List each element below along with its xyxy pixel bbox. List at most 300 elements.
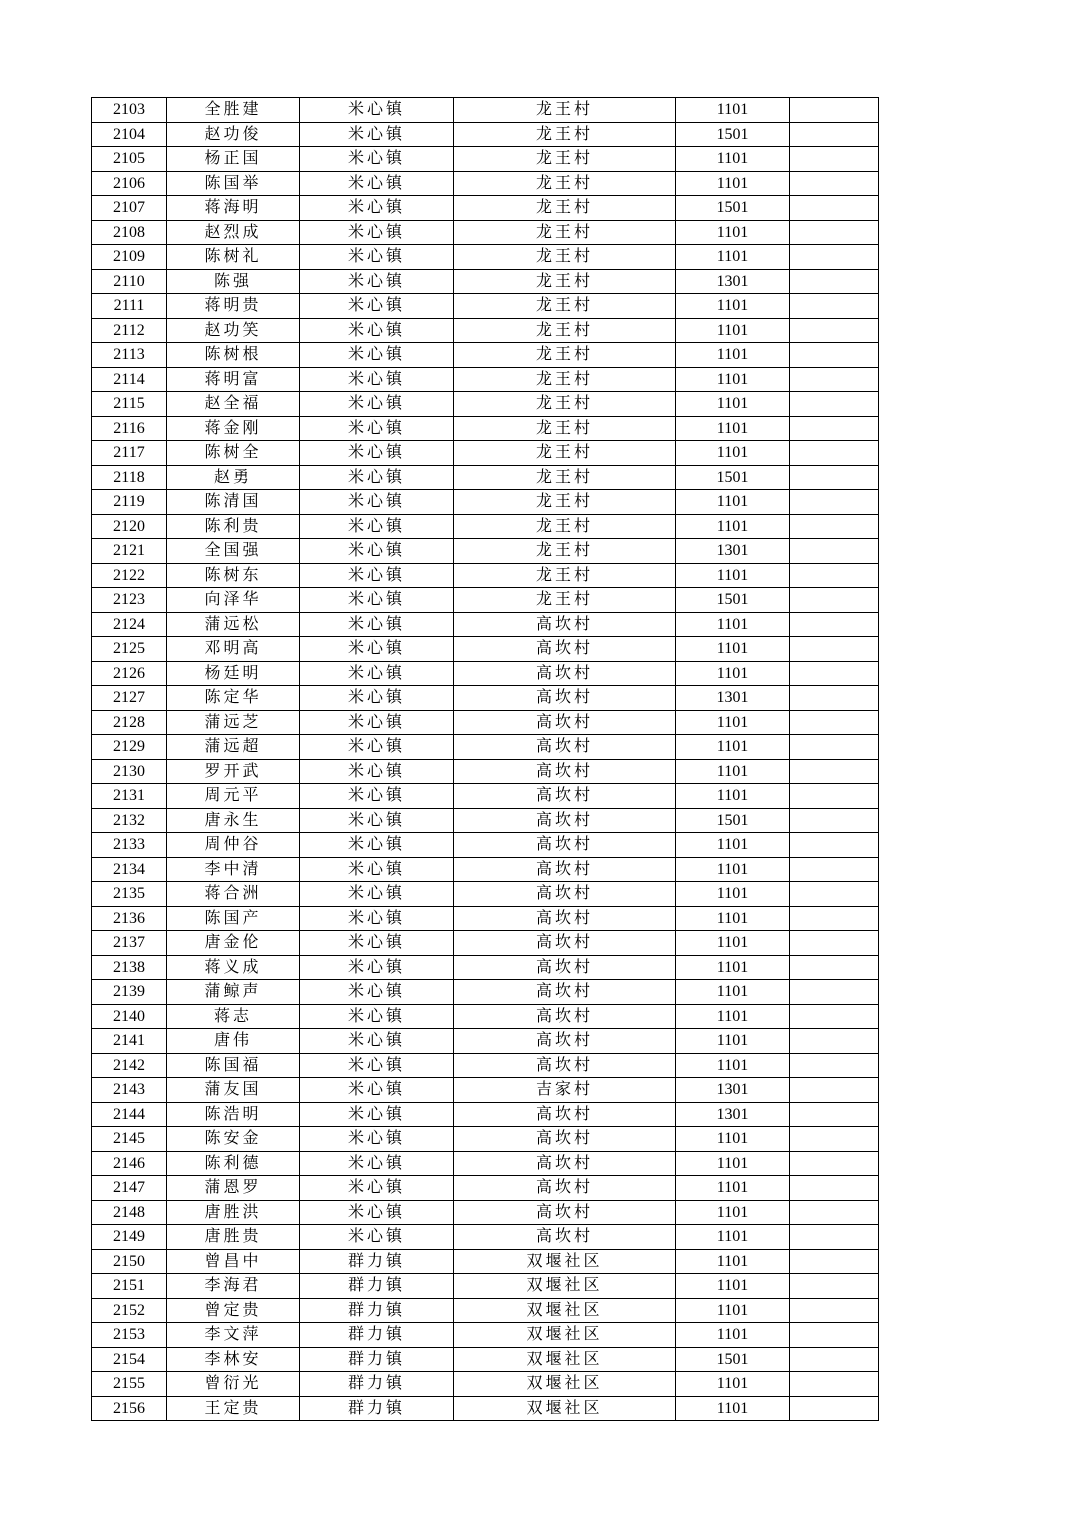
name-cell: 杨正国 [167, 147, 300, 172]
note-cell [790, 710, 879, 735]
row-number-cell: 2148 [92, 1200, 167, 1225]
code-cell: 1101 [676, 441, 790, 466]
name-cell: 陈利贵 [167, 514, 300, 539]
name-cell: 陈国举 [167, 171, 300, 196]
table-row [92, 1396, 879, 1421]
village-cell: 龙王村 [454, 294, 676, 319]
code-cell: 1101 [676, 1249, 790, 1274]
row-number-cell: 2113 [92, 343, 167, 368]
table-row [92, 1274, 879, 1299]
village-cell: 高坎村 [454, 1225, 676, 1250]
town-cell: 米心镇 [300, 955, 454, 980]
table-row [92, 294, 879, 319]
town-cell: 米心镇 [300, 416, 454, 441]
code-cell: 1101 [676, 955, 790, 980]
table-row [92, 1249, 879, 1274]
village-cell: 双堰社区 [454, 1274, 676, 1299]
village-cell: 龙王村 [454, 563, 676, 588]
row-number-cell: 2150 [92, 1249, 167, 1274]
village-cell: 龙王村 [454, 588, 676, 613]
table-body [92, 98, 879, 1421]
code-cell: 1501 [676, 808, 790, 833]
note-cell [790, 318, 879, 343]
row-number-cell: 2144 [92, 1102, 167, 1127]
name-cell: 曾定贵 [167, 1298, 300, 1323]
table-row [92, 343, 879, 368]
town-cell: 米心镇 [300, 882, 454, 907]
row-number-cell: 2147 [92, 1176, 167, 1201]
name-cell: 全国强 [167, 539, 300, 564]
village-cell: 双堰社区 [454, 1323, 676, 1348]
village-cell: 双堰社区 [454, 1396, 676, 1421]
note-cell [790, 220, 879, 245]
row-number-cell: 2136 [92, 906, 167, 931]
town-cell: 米心镇 [300, 196, 454, 221]
table-row [92, 882, 879, 907]
row-number-cell: 2124 [92, 612, 167, 637]
row-number-cell: 2110 [92, 269, 167, 294]
town-cell: 米心镇 [300, 686, 454, 711]
table-row [92, 98, 879, 123]
village-cell: 高坎村 [454, 710, 676, 735]
table-row [92, 245, 879, 270]
table-row [92, 1176, 879, 1201]
note-cell [790, 931, 879, 956]
table-row [92, 637, 879, 662]
village-cell: 龙王村 [454, 171, 676, 196]
town-cell: 群力镇 [300, 1347, 454, 1372]
note-cell [790, 784, 879, 809]
code-cell: 1301 [676, 686, 790, 711]
town-cell: 米心镇 [300, 147, 454, 172]
note-cell [790, 1274, 879, 1299]
village-cell: 高坎村 [454, 735, 676, 760]
town-cell: 米心镇 [300, 980, 454, 1005]
village-cell: 高坎村 [454, 661, 676, 686]
note-cell [790, 808, 879, 833]
table-row [92, 1298, 879, 1323]
town-cell: 米心镇 [300, 1029, 454, 1054]
town-cell: 米心镇 [300, 784, 454, 809]
name-cell: 陈树全 [167, 441, 300, 466]
table-row [92, 931, 879, 956]
row-number-cell: 2106 [92, 171, 167, 196]
note-cell [790, 1396, 879, 1421]
village-cell: 高坎村 [454, 882, 676, 907]
row-number-cell: 2112 [92, 318, 167, 343]
row-number-cell: 2138 [92, 955, 167, 980]
note-cell [790, 1053, 879, 1078]
table-row [92, 857, 879, 882]
village-cell: 龙王村 [454, 392, 676, 417]
village-cell: 龙王村 [454, 196, 676, 221]
name-cell: 蒲友国 [167, 1078, 300, 1103]
village-cell: 龙王村 [454, 318, 676, 343]
code-cell: 1301 [676, 1102, 790, 1127]
note-cell [790, 980, 879, 1005]
village-cell: 龙王村 [454, 147, 676, 172]
table-row [92, 1225, 879, 1250]
note-cell [790, 171, 879, 196]
village-cell: 龙王村 [454, 98, 676, 123]
village-cell: 高坎村 [454, 808, 676, 833]
code-cell: 1301 [676, 539, 790, 564]
table-row [92, 514, 879, 539]
town-cell: 米心镇 [300, 833, 454, 858]
note-cell [790, 857, 879, 882]
code-cell: 1501 [676, 1347, 790, 1372]
name-cell: 赵勇 [167, 465, 300, 490]
village-cell: 高坎村 [454, 1102, 676, 1127]
code-cell: 1101 [676, 784, 790, 809]
table-row [92, 1127, 879, 1152]
town-cell: 米心镇 [300, 1004, 454, 1029]
code-cell: 1101 [676, 710, 790, 735]
row-number-cell: 2153 [92, 1323, 167, 1348]
table-row [92, 759, 879, 784]
table-row [92, 906, 879, 931]
table-row [92, 980, 879, 1005]
note-cell [790, 563, 879, 588]
town-cell: 米心镇 [300, 441, 454, 466]
name-cell: 陈利德 [167, 1151, 300, 1176]
town-cell: 米心镇 [300, 1127, 454, 1152]
table-row [92, 539, 879, 564]
town-cell: 米心镇 [300, 1053, 454, 1078]
village-cell: 龙王村 [454, 245, 676, 270]
note-cell [790, 441, 879, 466]
town-cell: 米心镇 [300, 588, 454, 613]
village-cell: 高坎村 [454, 1004, 676, 1029]
code-cell: 1301 [676, 269, 790, 294]
note-cell [790, 661, 879, 686]
name-cell: 赵全福 [167, 392, 300, 417]
code-cell: 1101 [676, 1396, 790, 1421]
code-cell: 1101 [676, 1029, 790, 1054]
row-number-cell: 2151 [92, 1274, 167, 1299]
village-cell: 高坎村 [454, 980, 676, 1005]
table-row [92, 171, 879, 196]
row-number-cell: 2146 [92, 1151, 167, 1176]
town-cell: 米心镇 [300, 318, 454, 343]
town-cell: 群力镇 [300, 1298, 454, 1323]
table-row [92, 465, 879, 490]
table-row [92, 710, 879, 735]
note-cell [790, 1151, 879, 1176]
town-cell: 群力镇 [300, 1396, 454, 1421]
code-cell: 1101 [676, 759, 790, 784]
name-cell: 陈树东 [167, 563, 300, 588]
name-cell: 曾昌中 [167, 1249, 300, 1274]
table-row [92, 833, 879, 858]
row-number-cell: 2141 [92, 1029, 167, 1054]
row-number-cell: 2122 [92, 563, 167, 588]
code-cell: 1101 [676, 1053, 790, 1078]
table-row [92, 563, 879, 588]
name-cell: 李海君 [167, 1274, 300, 1299]
name-cell: 全胜建 [167, 98, 300, 123]
row-number-cell: 2140 [92, 1004, 167, 1029]
village-cell: 龙王村 [454, 465, 676, 490]
table-row [92, 1078, 879, 1103]
village-cell: 龙王村 [454, 539, 676, 564]
name-cell: 陈国福 [167, 1053, 300, 1078]
row-number-cell: 2149 [92, 1225, 167, 1250]
code-cell: 1101 [676, 882, 790, 907]
table-row [92, 147, 879, 172]
table-row [92, 367, 879, 392]
village-cell: 龙王村 [454, 122, 676, 147]
village-cell: 龙王村 [454, 220, 676, 245]
name-cell: 陈定华 [167, 686, 300, 711]
note-cell [790, 1298, 879, 1323]
town-cell: 米心镇 [300, 514, 454, 539]
note-cell [790, 392, 879, 417]
note-cell [790, 1372, 879, 1397]
note-cell [790, 1004, 879, 1029]
table-row [92, 808, 879, 833]
town-cell: 群力镇 [300, 1323, 454, 1348]
table-row [92, 1323, 879, 1348]
row-number-cell: 2126 [92, 661, 167, 686]
table-row [92, 122, 879, 147]
town-cell: 米心镇 [300, 906, 454, 931]
code-cell: 1101 [676, 294, 790, 319]
village-cell: 双堰社区 [454, 1249, 676, 1274]
note-cell [790, 612, 879, 637]
code-cell: 1101 [676, 220, 790, 245]
name-cell: 李林安 [167, 1347, 300, 1372]
row-number-cell: 2131 [92, 784, 167, 809]
note-cell [790, 294, 879, 319]
code-cell: 1101 [676, 661, 790, 686]
code-cell: 1101 [676, 857, 790, 882]
town-cell: 米心镇 [300, 171, 454, 196]
code-cell: 1101 [676, 931, 790, 956]
village-cell: 高坎村 [454, 759, 676, 784]
name-cell: 杨廷明 [167, 661, 300, 686]
town-cell: 米心镇 [300, 857, 454, 882]
name-cell: 陈浩明 [167, 1102, 300, 1127]
village-cell: 高坎村 [454, 784, 676, 809]
code-cell: 1101 [676, 392, 790, 417]
name-cell: 蒋合洲 [167, 882, 300, 907]
row-number-cell: 2154 [92, 1347, 167, 1372]
row-number-cell: 2119 [92, 490, 167, 515]
note-cell [790, 465, 879, 490]
row-number-cell: 2105 [92, 147, 167, 172]
row-number-cell: 2108 [92, 220, 167, 245]
town-cell: 米心镇 [300, 465, 454, 490]
name-cell: 蒋明贵 [167, 294, 300, 319]
village-cell: 高坎村 [454, 612, 676, 637]
table-row [92, 1102, 879, 1127]
code-cell: 1301 [676, 1078, 790, 1103]
note-cell [790, 147, 879, 172]
row-number-cell: 2127 [92, 686, 167, 711]
code-cell: 1101 [676, 1372, 790, 1397]
village-cell: 龙王村 [454, 343, 676, 368]
note-cell [790, 759, 879, 784]
row-number-cell: 2129 [92, 735, 167, 760]
code-cell: 1101 [676, 343, 790, 368]
note-cell [790, 196, 879, 221]
town-cell: 米心镇 [300, 122, 454, 147]
code-cell: 1101 [676, 1127, 790, 1152]
table-row [92, 1372, 879, 1397]
town-cell: 群力镇 [300, 1372, 454, 1397]
village-cell: 高坎村 [454, 1176, 676, 1201]
note-cell [790, 416, 879, 441]
note-cell [790, 269, 879, 294]
code-cell: 1101 [676, 514, 790, 539]
code-cell: 1101 [676, 1004, 790, 1029]
town-cell: 米心镇 [300, 661, 454, 686]
row-number-cell: 2128 [92, 710, 167, 735]
name-cell: 唐金伦 [167, 931, 300, 956]
table-row [92, 220, 879, 245]
code-cell: 1501 [676, 196, 790, 221]
village-cell: 高坎村 [454, 931, 676, 956]
code-cell: 1101 [676, 563, 790, 588]
name-cell: 唐伟 [167, 1029, 300, 1054]
note-cell [790, 1200, 879, 1225]
note-cell [790, 1029, 879, 1054]
table-row [92, 661, 879, 686]
table-row [92, 1347, 879, 1372]
note-cell [790, 1347, 879, 1372]
code-cell: 1101 [676, 147, 790, 172]
name-cell: 周元平 [167, 784, 300, 809]
name-cell: 蒲远超 [167, 735, 300, 760]
town-cell: 米心镇 [300, 98, 454, 123]
note-cell [790, 1249, 879, 1274]
table-row [92, 686, 879, 711]
name-cell: 向泽华 [167, 588, 300, 613]
code-cell: 1101 [676, 1298, 790, 1323]
table-row [92, 1200, 879, 1225]
row-number-cell: 2130 [92, 759, 167, 784]
table-row [92, 416, 879, 441]
name-cell: 赵烈成 [167, 220, 300, 245]
name-cell: 罗开武 [167, 759, 300, 784]
town-cell: 米心镇 [300, 808, 454, 833]
note-cell [790, 882, 879, 907]
village-cell: 高坎村 [454, 1151, 676, 1176]
village-cell: 高坎村 [454, 637, 676, 662]
code-cell: 1101 [676, 833, 790, 858]
table-row [92, 1004, 879, 1029]
row-number-cell: 2111 [92, 294, 167, 319]
note-cell [790, 1127, 879, 1152]
table-row [92, 1151, 879, 1176]
town-cell: 米心镇 [300, 612, 454, 637]
name-cell: 陈树礼 [167, 245, 300, 270]
town-cell: 米心镇 [300, 1225, 454, 1250]
town-cell: 米心镇 [300, 735, 454, 760]
code-cell: 1101 [676, 637, 790, 662]
table-row [92, 784, 879, 809]
table-row [92, 1053, 879, 1078]
village-cell: 双堰社区 [454, 1347, 676, 1372]
note-cell [790, 98, 879, 123]
row-number-cell: 2118 [92, 465, 167, 490]
row-number-cell: 2107 [92, 196, 167, 221]
town-cell: 米心镇 [300, 759, 454, 784]
row-number-cell: 2120 [92, 514, 167, 539]
row-number-cell: 2135 [92, 882, 167, 907]
note-cell [790, 906, 879, 931]
name-cell: 邓明高 [167, 637, 300, 662]
town-cell: 米心镇 [300, 931, 454, 956]
row-number-cell: 2142 [92, 1053, 167, 1078]
row-number-cell: 2125 [92, 637, 167, 662]
town-cell: 群力镇 [300, 1274, 454, 1299]
note-cell [790, 1102, 879, 1127]
code-cell: 1101 [676, 367, 790, 392]
town-cell: 米心镇 [300, 1102, 454, 1127]
village-cell: 高坎村 [454, 1053, 676, 1078]
town-cell: 米心镇 [300, 1200, 454, 1225]
name-cell: 赵功俊 [167, 122, 300, 147]
code-cell: 1101 [676, 318, 790, 343]
name-cell: 李中清 [167, 857, 300, 882]
code-cell: 1101 [676, 1274, 790, 1299]
note-cell [790, 637, 879, 662]
code-cell: 1501 [676, 465, 790, 490]
village-cell: 双堰社区 [454, 1298, 676, 1323]
name-cell: 蒋明富 [167, 367, 300, 392]
row-number-cell: 2156 [92, 1396, 167, 1421]
village-cell: 龙王村 [454, 416, 676, 441]
row-number-cell: 2103 [92, 98, 167, 123]
table-row [92, 269, 879, 294]
town-cell: 米心镇 [300, 269, 454, 294]
name-cell: 蒲远松 [167, 612, 300, 637]
town-cell: 米心镇 [300, 637, 454, 662]
village-cell: 双堰社区 [454, 1372, 676, 1397]
village-cell: 龙王村 [454, 490, 676, 515]
name-cell: 唐胜洪 [167, 1200, 300, 1225]
town-cell: 米心镇 [300, 490, 454, 515]
name-cell: 蒋志 [167, 1004, 300, 1029]
code-cell: 1101 [676, 1323, 790, 1348]
row-number-cell: 2145 [92, 1127, 167, 1152]
name-cell: 周仲谷 [167, 833, 300, 858]
row-number-cell: 2115 [92, 392, 167, 417]
town-cell: 米心镇 [300, 294, 454, 319]
village-cell: 高坎村 [454, 857, 676, 882]
code-cell: 1101 [676, 1151, 790, 1176]
table-row [92, 392, 879, 417]
town-cell: 米心镇 [300, 1078, 454, 1103]
code-cell: 1101 [676, 98, 790, 123]
code-cell: 1101 [676, 245, 790, 270]
note-cell [790, 490, 879, 515]
name-cell: 唐永生 [167, 808, 300, 833]
name-cell: 蒲远芝 [167, 710, 300, 735]
table-row [92, 955, 879, 980]
data-table [91, 97, 879, 1421]
code-cell: 1101 [676, 171, 790, 196]
town-cell: 米心镇 [300, 539, 454, 564]
town-cell: 米心镇 [300, 220, 454, 245]
row-number-cell: 2143 [92, 1078, 167, 1103]
table-row [92, 735, 879, 760]
note-cell [790, 1225, 879, 1250]
town-cell: 群力镇 [300, 1249, 454, 1274]
name-cell: 陈安金 [167, 1127, 300, 1152]
